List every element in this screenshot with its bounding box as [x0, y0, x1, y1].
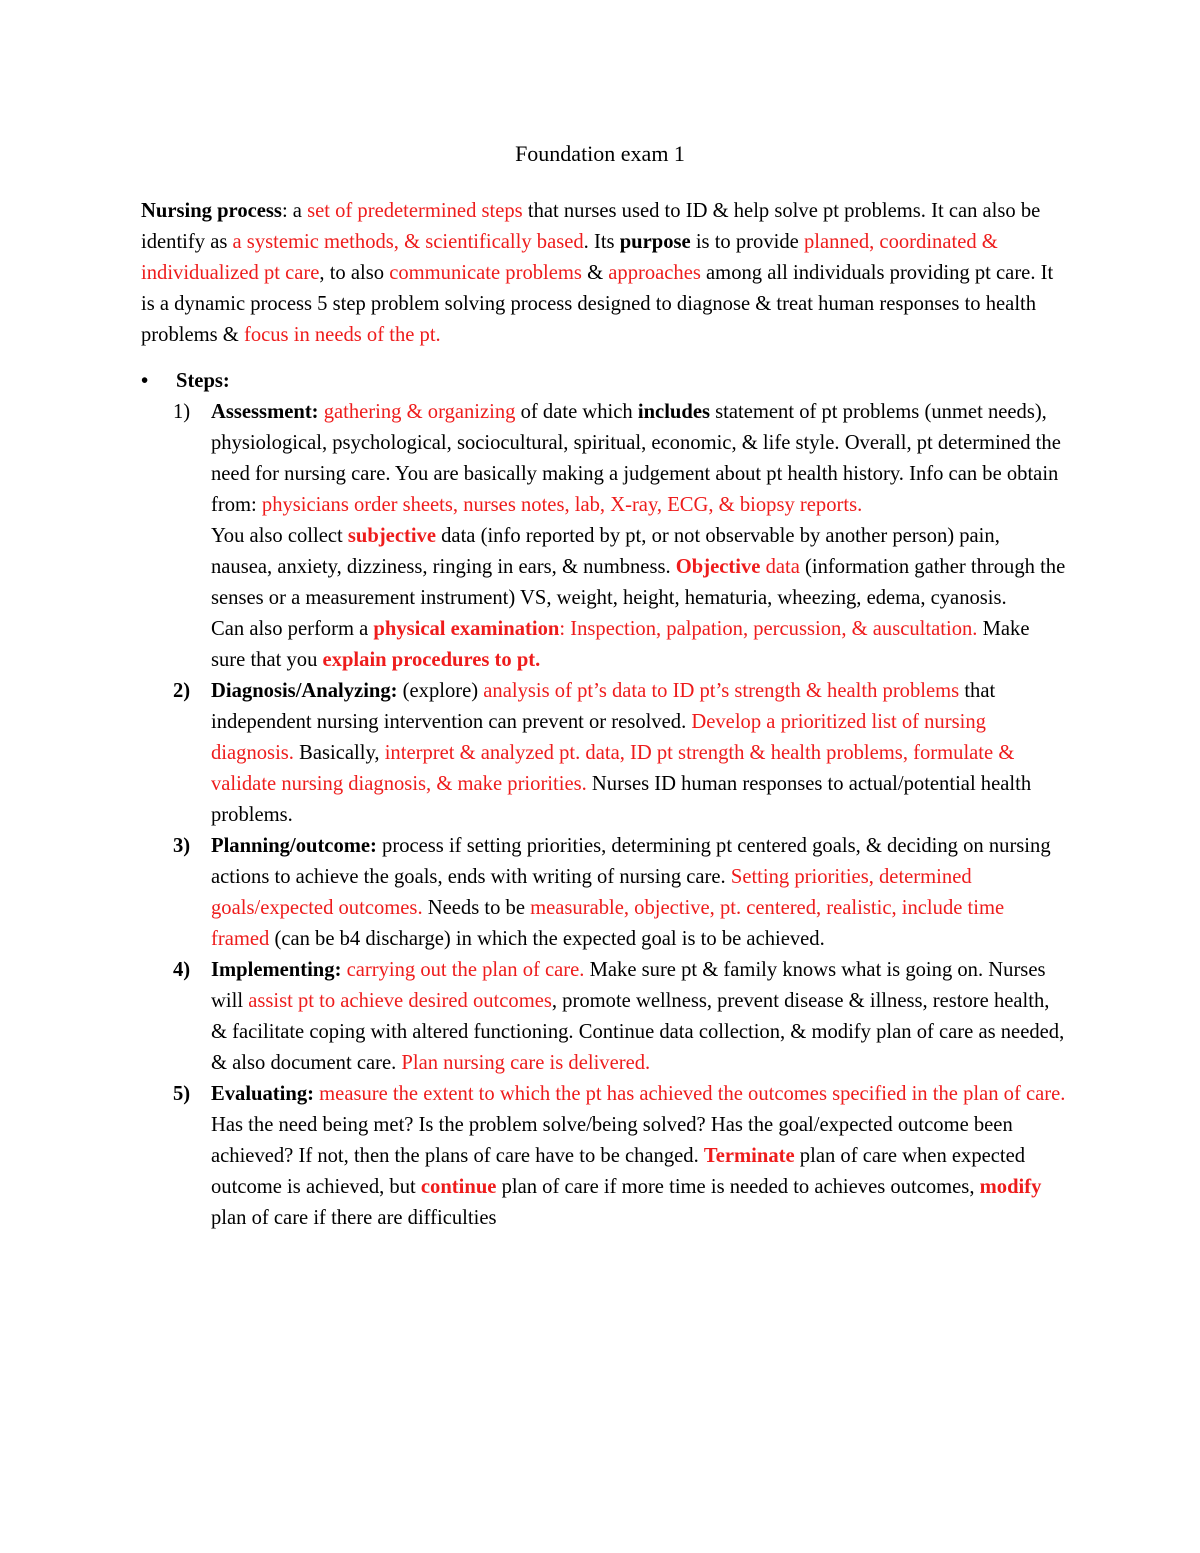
text-run: Basically, [293, 742, 385, 764]
text-run: Terminate [703, 1145, 795, 1167]
text-run: subjective [347, 525, 436, 547]
text-run: Implementing: [211, 959, 342, 981]
text-run: : a [281, 200, 308, 222]
text-run: data (info reported by pt, or not observable by another person) pain, nausea, anxiety, dizziness, ringing in ears, & numbness. [211, 525, 1000, 578]
text-run: Plan nursing care is delivered. [401, 1052, 651, 1074]
text-run: that nurses used to ID & help solve pt problems. It can also be identify as [141, 200, 1041, 253]
text-run: Make sure that you [211, 618, 1030, 671]
text-run: Has the need being met? Is the problem solve/being solved? Has the goal/expected outcome been achieved? If not, then the plans of care have to be changed. [211, 1114, 1013, 1167]
step-paragraph [211, 397, 1066, 521]
text-run: You also collect [211, 525, 348, 547]
text-run: Develop a prioritized list of nursing diagnosis. [211, 711, 986, 764]
text-run: planned, coordinated & individualized pt care [141, 231, 998, 284]
text-run: focus in needs of the pt. [243, 324, 441, 346]
text-run: modify [979, 1176, 1042, 1198]
text-run: Needs to be [422, 897, 531, 919]
step-paragraph [211, 831, 1066, 955]
text-run: assist pt to achieve desired outcomes [248, 990, 552, 1012]
steps-heading: Steps: [176, 370, 230, 392]
steps-list [141, 397, 1066, 1234]
text-run: interpret & analyzed pt. data, ID pt strength & health problems, formulate & validate nursing diagnosis, & make priorities. [211, 742, 1015, 795]
step-number: 4) [173, 959, 191, 981]
text-run: purpose [619, 231, 691, 253]
text-run: continue [420, 1176, 497, 1198]
text-run: gathering & organizing [323, 401, 516, 423]
text-run: . Its [583, 231, 620, 253]
text-run: physical examination [373, 618, 560, 640]
text-run: a systemic methods, & scientifically based [232, 231, 584, 253]
text-run: , to also [319, 262, 390, 284]
text-run: carrying out the plan of care. [346, 959, 585, 981]
step-paragraph [211, 955, 1066, 1079]
text-run: of date which [515, 401, 638, 423]
step-paragraph [211, 676, 1066, 831]
step-item [141, 676, 1066, 831]
step-paragraph [211, 521, 1066, 614]
text-run: (can be b4 discharge) in which the expected goal is to be achieved. [269, 928, 825, 950]
step-paragraph [211, 614, 1066, 676]
step-number: 2) [173, 680, 191, 702]
text-run: Setting priorities, determined goals/expected outcomes. [211, 866, 972, 919]
text-run: approaches [608, 262, 701, 284]
step-number: 5) [173, 1083, 191, 1105]
text-run: Can also perform a [211, 618, 374, 640]
text-run: that independent nursing intervention can prevent or resolved. [211, 680, 996, 733]
text-run: Make sure pt & family knows what is going on. Nurses will [211, 959, 1046, 1012]
text-run: Objective [675, 556, 761, 578]
step-paragraph [211, 1079, 1066, 1234]
text-run: : Inspection, palpation, percussion, & auscultation. [559, 618, 978, 640]
text-run: set of predetermined steps [307, 200, 523, 222]
text-run: statement of pt problems (unmet needs), physiological, psychological, sociocultural, spiritual, economic, & life style. Overall, pt determined the need for nursing care. You are basically making a judgement about pt health history. Info can be obtain from: [211, 401, 1061, 516]
text-run: plan of care if there are difficulties [211, 1207, 497, 1229]
text-run: & [581, 262, 609, 284]
document-body [141, 196, 1066, 1234]
step-number: 1) [173, 401, 191, 423]
text-run: is to provide [690, 231, 804, 253]
step-item [141, 1079, 1066, 1234]
steps-bullet [141, 366, 1066, 397]
text-run: measure the extent to which the pt has achieved the outcomes specified in the plan of care. [319, 1083, 1066, 1105]
text-run: Assessment: [211, 401, 319, 423]
text-run: physicians order sheets, nurses notes, lab, X-ray, ECG, & biopsy reports. [261, 494, 863, 516]
step-item [141, 955, 1066, 1079]
text-run: Evaluating: [211, 1083, 314, 1105]
step-item [141, 397, 1066, 676]
text-run: data [765, 556, 800, 578]
text-run: plan of care when expected outcome is achieved, but [211, 1145, 1026, 1198]
text-run: measurable, objective, pt. centered, realistic, include time framed [211, 897, 1005, 950]
text-run: analysis of pt’s data to ID pt’s strength & health problems [483, 680, 960, 702]
text-run: among all individuals providing pt care. It is a dynamic process 5 step problem solving process designed to diagnose & treat human responses to health problems & [141, 262, 1054, 346]
text-run: plan of care if more time is needed to achieves outcomes, [496, 1176, 980, 1198]
text-run: (information gather through the senses or a measurement instrument) VS, weight, height, hematuria, wheezing, edema, cyanosis. [211, 556, 1066, 609]
text-run: includes [637, 401, 710, 423]
page-title: Foundation exam 1 [515, 141, 685, 166]
bullet-icon: • [141, 370, 149, 392]
text-run: Diagnosis/Analyzing: [211, 680, 398, 702]
text-run: Planning/outcome: [211, 835, 377, 857]
step-item [141, 831, 1066, 955]
text-run: , promote wellness, prevent disease & illness, restore health, & facilitate coping with altered functioning. Continue data collection, & modify plan of care as needed, & also document care. [211, 990, 1065, 1074]
text-run: Nursing process [141, 200, 282, 222]
text-run: process if setting priorities, determining pt centered goals, & deciding on nursing actions to achieve the goals, ends with writing of nursing care. [211, 835, 1051, 888]
text-run: explain procedures to pt. [322, 649, 541, 671]
text-run: (explore) [397, 680, 484, 702]
intro-paragraph [141, 196, 1066, 351]
text-run: Nurses ID human responses to actual/potential health problems. [211, 773, 1032, 826]
text-run: communicate problems [389, 262, 582, 284]
step-number: 3) [173, 835, 191, 857]
